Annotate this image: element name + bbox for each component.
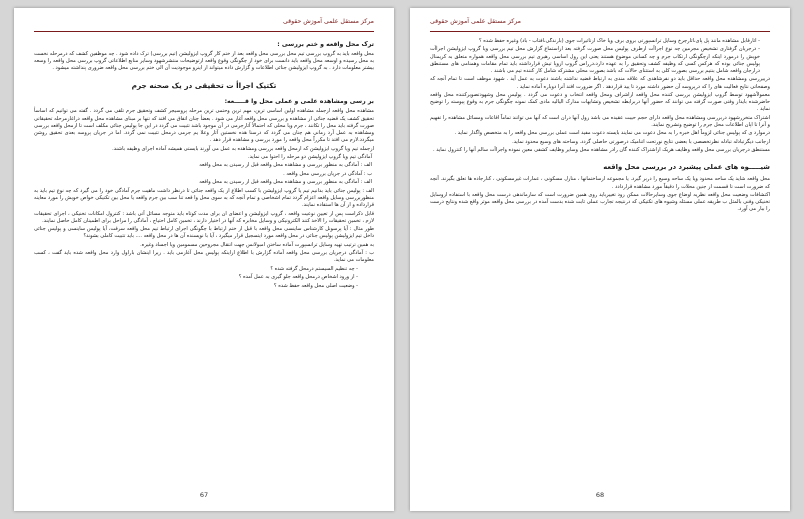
list-item: - از ورود اشخاص درمحل واقعه جلو گیری به عمل آمده ؟: [238, 274, 358, 281]
paragraph: معمولاًشهود توسط گروپ ایزولیشن بررسی کننده محل واقعه ازاشراف ومحل واقعه انتخاب و دعوت می گردد . پولیس محل وشهودتصویرکننده محل واقعه حاضرشده بایداز وقتی صورت گرفته می توانند که حضور آنها دربرابطه تشخیص وتشابهات مدارک الیالیه مادی کمک نمونه چگونگی جرم به وقوع پیوسته را توضیح نماید .: [430, 91, 770, 113]
paragraph: الف : پولیس جنائی باید بدانیم تیم یا گروپ ایزولیشن با کسب اطلاع از یک واقعه جنائی تا درنظر داشت ماهیت جرم آمادگی خود را می گیرد که چه نوع تیم باید به منظوربررسی وسایل واقعه اعزام گردد تمام اشخاصی و تمام آنچه که به سوی محل وا قعه تنا سب بین جرم واقعه یا محل بین تکنیکی خواص خویش را مورد معاینه قرارداده و از آن ها استفاده نمایند.: [34, 187, 374, 209]
paragraph: اشتراک متخررشهود دربررسی ومشاهده محل واقعه دارای حجم حیبت عقیده می باشد زول آنها دران است که آنها می توانند تماماً اقاعات ومسائل مشاهده را تفهیم و آنرا تا اپان اطلاعات محل جرم را توضیح وتشریح نمایند.: [430, 114, 770, 128]
paragraph: محل واقعه شاید یک ساحه محدود ویا یک ساحه وسیع را دربر گیرد. یا مجموعه ازساختمانها ، منازل مسکونی ، عمارات غیرمسکونی ، کنارجاده ها تعلق بگیرند. آنچه که ضرورت است تا قسمت از جنین محلات را دقیقاً مورد مشاهده قراردادد .: [430, 176, 770, 190]
paragraph: ازجمله تیم ویا گروپ ایزولیشن که ازمحل واقعه بررسی ومشاهده به عمل می آورند بایستی همیشه آماده اجرای وظیفه باشند.: [112, 145, 374, 152]
page-content: [34, 38, 374, 481]
section-heading: بر رسی ومشاهده علمی و عملی محل وا قـــــعه:: [224, 98, 374, 106]
paragraph: الف : آمادگی به منظور بررسی و مشاهده محل واقعه قبل از رسیدن به محل واقعه: [199, 179, 372, 186]
paragraph: مشاهده محل واقعه ازجمله مشاهده اولین اساسی ترین، مهم ترین وحتمی ترین مرحله پروسیجر کشف وتحقیق جرم تلقی می گردد . گفته می توانیم که اساسأ تحقیق کشف یک قضیه جنائی از مشاهده و بررسی محل واقعه آغاز می شود . بعضأ چنان اتفاق می افتد که تنها بر مبنای مشاهده محل واقعه دراغازمرحله تحقیقاتی صورت گرفته باید محل را تکانند ، جرم ویا محلی که احتمالأ آثارجرمی در آن موجود باشد تثبیت می گردد در این جا پولیس جنائی مکلف است تا ازمحل واقعه بررسی ومشاهده به عمل آرد زمانی هم چنان می گردد که درسنا هده نخستین آثار وعلا یم جرمی درمحل تثبیت نمی گردد. اما در جریان پروسه بعدی تحقیق روشن میگردد.لازم می افتد تا مکرراً محل واقعه را مورد بررسی و مشاهده قرار دهد .: [34, 108, 374, 144]
paragraph: قابل ذکراست پس از تعیین نوعیت واقعه ، گروپ ایزولیشن و اعضای ان برای مدت کوتاه باید متوجه مسائل آتی باشد : کنترول امکانات تخنیکی ، اجرای تحقیقات لازم ، تخمین تحقیقات را الاخذ کنند الکترونیکی و وسایل مخابره که آنها در اختیار دارند ، تخمین کامل احتیاج ، آمادگی را مراحل برای اطمینان کامل حاصل نمایند.: [34, 210, 374, 224]
paragraph: الف : آمادگی به منظور بررسی و مشاهده محل واقعه قبل از رسیدن به محل واقعه: [199, 162, 372, 169]
page-content: [430, 38, 770, 481]
paragraph: اکتشافات وضعیت محل واقعه نظریه اوضاع جوی وسایرحالات ممکن زود تغییرباید روی همین ضرورت است که سازماندهی درست محل واقعه با استفاده ازوسایل تخنیکی وفنی بالمثل ب طریقه عملی مسئله وشیوه های تکتیکی که درنتیجه تجارب عملی ثابت شده بدست آمده در بررسی محل واقعه موثر واقع شده ونتایج درست را ببار می آورد.: [430, 192, 770, 213]
paragraph: آمادگی تیم ویا گروپ ایزولیشن دو مرحله را احتوا می نماید.: [247, 154, 372, 160]
list-item: - وضعیت اصلی محل واقعه حفظ شده ؟: [273, 282, 358, 289]
list-item: - آثارقابل مشاهده مانند پل پای،آثارچرخ وسایل ترانسپورتی بروی برف ویا خاک ازتاثیرات جوی (بارندگی،آفتاب - باد) وغیره حفظ شده ؟: [479, 38, 760, 44]
document-page-67: [14, 8, 394, 511]
paragraph: درییررسی ومشاهده محل واقعه حداقل باید دو نفرشاهدی که علاقه مندی به ارتباط قضیه نداشته باشند دعوت به عمل آید . شهود موظف است تا تمام آنچه که وصفحاتی نتایج فعالیت های را که درپروسه آن حضور داشته مورد تا یید قراردهد . اگر ضرورت افتد آنرا دوباره آماده نماید .: [430, 76, 770, 90]
paragraph: طور مثال : آیا پرسونل کارشناس ساینسی محل واقعه با قبل از ختم ارتباط با چگونگی اجرای ارتباط تیم محل واقعه سرقت، آیا پولیس ساینسی و پولیس جنائی داخل تیم ایزولیشن پولیس جنائی در محل واقعه مورد ایتسجیل قرار میگیرد ، آیا با نویسنده آن ها در محل واقعه .... باید تثبیت کاملی بشوند؟: [34, 226, 374, 240]
section-heading: شیـــــوه های عملی پیشبرد در بررسی محل واقعه: [603, 163, 770, 172]
page-header: [34, 18, 374, 32]
list-item: - چه تنظیم السیستم درمحل گرفته شده ؟: [270, 265, 358, 272]
page-number: 67: [199, 491, 209, 499]
paragraph: ازجانب دیگرتبادله تبادله نظرتخصصی با بعضی نتایج نورتحت اتنامیک درصورتی حاصلی گردد. وساحته های وسیع محدود نماید.: [512, 138, 770, 145]
main-heading: تکتیک اجراأ ت تحقیقی در یک صحنه جرم: [131, 81, 277, 91]
header-title: مرکز مستقل علمی آموزش حقوقی: [430, 18, 521, 25]
paragraph: به همین ترتیب تهیه وسایل ترانسپورت آماده ساختن امبولانس جهت انتقال مجروحین مسمومین ویا اجساد وغیره.: [140, 241, 374, 248]
paragraph: ب : آمادگی درجریان بررسی محل واقعه آماده گزارش با اطلاع ازاینکه پولیس محل آغازمی باید . زیرا اینشان باراول وارد محل واقعه شده باید گفت ، کسب معلومات می نماید.: [34, 250, 374, 264]
paragraph: درموارد ی که پولیس جنائی لزوماً اهل خبره را به محل دعوت می نمایند بایسته دعوت مفید است عملی بررسی محل واقعه را به متخصص واگذار نماید .: [454, 130, 770, 137]
page-number: 68: [595, 491, 605, 499]
paragraph: مستنطق درجریان بررسی محل واقعه وظایف هریک ازاشتراک کننده گان رادر مشاهده محل وسایر وظایف کشفی معین نموده واجراآت سالم آنها را کنترول نماید .: [433, 147, 770, 154]
section-heading: ترک محل واقعه و ختم بررسی :: [277, 41, 374, 48]
page-header: [430, 18, 770, 32]
document-page-68: [410, 8, 790, 511]
list-item: - درجریان گرفتاری تشخیص مجرمین چه نوع اجراآت ازطرف پولیس محل صورت گرفته بعد ازاستماع گزارش محل تیم بررسی ویا گروپ ایزولیشن اجراآت خویش را درمورد اینکه ازچگونگی ارتکاب جرم و چه کسانی موضوع هستند یعنی این رول اساسی رهبری تیم بررسی محل واقعه همواره متعلق به کریمنال پولیس جنائی بوده که هرکس کسی که وظیفه کشف وتحقیق را به عهده دارد،درراس گروپ ازوپا تیش قرارداشته باید تمام مقامات وهمنامی های مستنطق درارجان واقعه شامل بنتیم بررسی بصورت کلی به استثنای حالات که باشد بصورت محلی مشترکه شامل کار کننده تیم می باشند .: [430, 46, 760, 74]
header-title: مرکز مستقل علمی آموزش حقوقی: [283, 18, 374, 25]
paragraph: محل واقعه باید به گروپ بررسی تیم محل بررسی محل واقعه بعد از ختم کار گروپ ایزولیشن (تیم بررسی) ترک داده شود . چه موظفین کشف که درمرحله نخست به محل رسیده و اوسعه محل واقعه باید دانست برای خود از چگونگی وقوع واقعه ازتوضیحات منتشرشهود وسایر منابع اطلاعاتی گروپ بررسی محل واقعه را وسعه بیشتر معلومات دارد . به گروپ ایزولیشن جنائی اطلاعات و گزارش داده میتواند از اینرو موجودیت آن الی ختم بررسی محل واقعه ضروری پنداشته میشود .: [34, 51, 374, 72]
paragraph: ب : آمادگی در جریان بررسی محل واقعه .: [283, 170, 372, 177]
